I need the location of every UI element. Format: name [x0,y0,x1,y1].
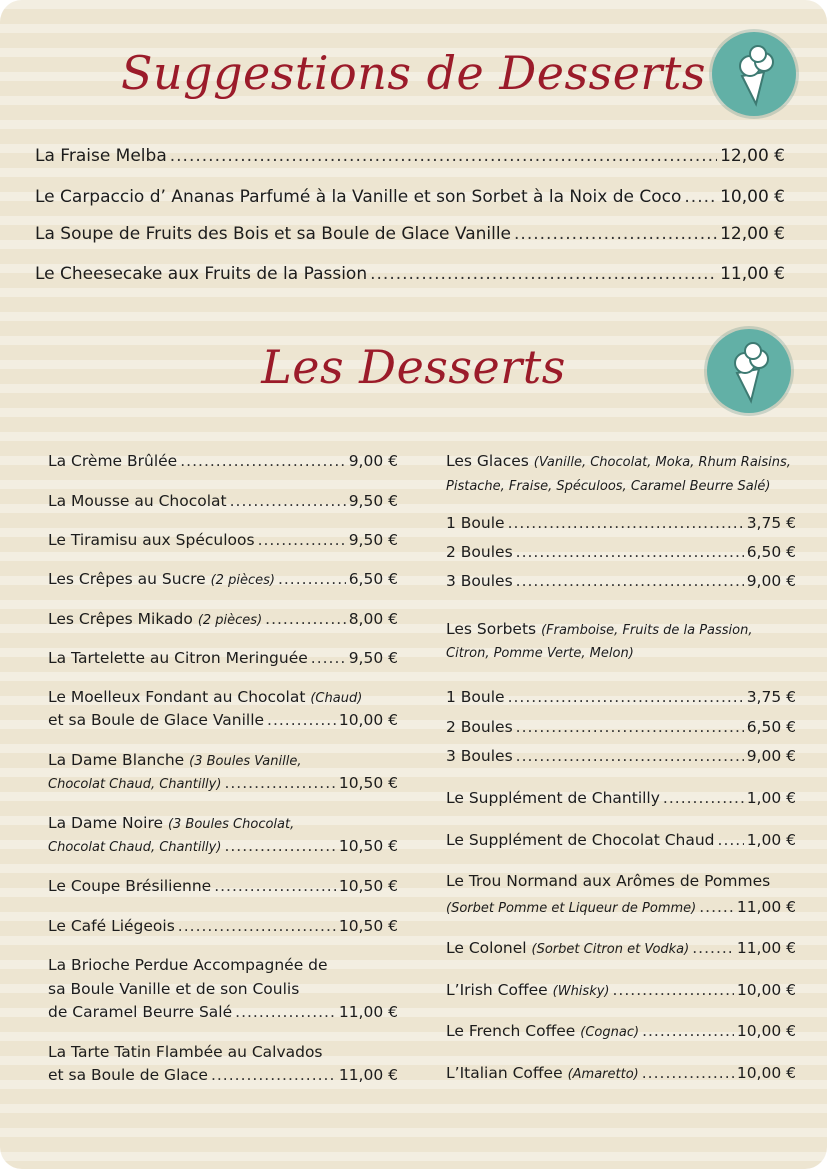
list-item: La Fraise Melba ..... 12,00 € [35,146,785,166]
list-item: Les Crêpes au Sucre (2 pièces) ..... 6,50 € [48,570,398,588]
list-item: Le French Coffee (Cognac) ..... 10,00 € [446,1022,796,1040]
suggestions-title: Suggestions de Desserts [120,46,707,100]
list-item: Le Carpaccio d’ Ananas Parfumé à la Vanille et son Sorbet à la Noix de Coco ..... 10,00 € [35,187,785,207]
list-item-line: Les Glaces (Vanille, Chocolat, Moka, Rhum Raisins, [446,452,791,470]
list-item: L’Italian Coffee (Amaretto) ..... 10,00 € [446,1064,796,1082]
list-item: et sa Boule de Glace ..... 11,00 € [48,1066,398,1084]
list-item-note: Pistache, Fraise, Spéculoos, Caramel Beurre Salé) [446,479,771,494]
list-item-line: sa Boule Vanille et de son Coulis [48,980,300,998]
list-item: 1 Boule ..... 3,75 € [446,688,796,706]
list-item: L’Irish Coffee (Whisky) ..... 10,00 € [446,981,796,999]
ice-cream-cone-icon [707,329,791,413]
list-item-line: La Brioche Perdue Accompagnée de [48,956,328,974]
list-item: Le Café Liégeois ..... 10,50 € [48,917,398,935]
list-item: Le Tiramisu aux Spéculoos ..... 9,50 € [48,531,398,549]
list-item-line: La Dame Blanche (3 Boules Vanille, [48,751,302,769]
list-item: La Crème Brûlée ..... 9,00 € [48,452,398,470]
list-item: La Mousse au Chocolat ..... 9,50 € [48,492,398,510]
list-item: Le Colonel (Sorbet Citron et Vodka) ..... 11,00 € [446,939,796,957]
desserts-title: Les Desserts [261,340,566,394]
list-item-line: La Dame Noire (3 Boules Chocolat, [48,814,295,832]
list-item: (Sorbet Pomme et Liqueur de Pomme) ..... 11,00 € [446,898,796,916]
list-item-line: Le Moelleux Fondant au Chocolat (Chaud) [48,688,363,706]
list-item-line: Le Trou Normand aux Arômes de Pommes [446,872,771,890]
list-item: 1 Boule ..... 3,75 € [446,514,796,532]
list-item: Le Cheesecake aux Fruits de la Passion ..... 11,00 € [35,264,785,284]
list-item-note: Citron, Pomme Verte, Melon) [446,646,634,661]
list-item: et sa Boule de Glace Vanille ..... 10,00 € [48,711,398,729]
list-item: Le Supplément de Chocolat Chaud ..... 1,00 € [446,831,796,849]
list-item: 2 Boules ..... 6,50 € [446,718,796,736]
list-item: Les Crêpes Mikado (2 pièces) ..... 8,00 € [48,610,398,628]
list-item: Le Supplément de Chantilly ..... 1,00 € [446,789,796,807]
ice-cream-cone-icon [712,32,796,116]
list-item: Le Coupe Brésilienne ..... 10,50 € [48,877,398,895]
list-item: 3 Boules ..... 9,00 € [446,747,796,765]
list-item: de Caramel Beurre Salé ..... 11,00 € [48,1003,398,1021]
list-item-line: La Tarte Tatin Flambée au Calvados [48,1043,323,1061]
list-item: Chocolat Chaud, Chantilly) ..... 10,50 € [48,774,398,792]
list-item: La Tartelette au Citron Meringuée ..... 9,50 € [48,649,398,667]
list-item: La Soupe de Fruits des Bois et sa Boule de Glace Vanille ..... 12,00 € [35,224,785,244]
list-item-line: Les Sorbets (Framboise, Fruits de la Passion, [446,620,753,638]
list-item: Chocolat Chaud, Chantilly) ..... 10,50 € [48,837,398,855]
list-item: 2 Boules ..... 6,50 € [446,543,796,561]
list-item: 3 Boules ..... 9,00 € [446,572,796,590]
